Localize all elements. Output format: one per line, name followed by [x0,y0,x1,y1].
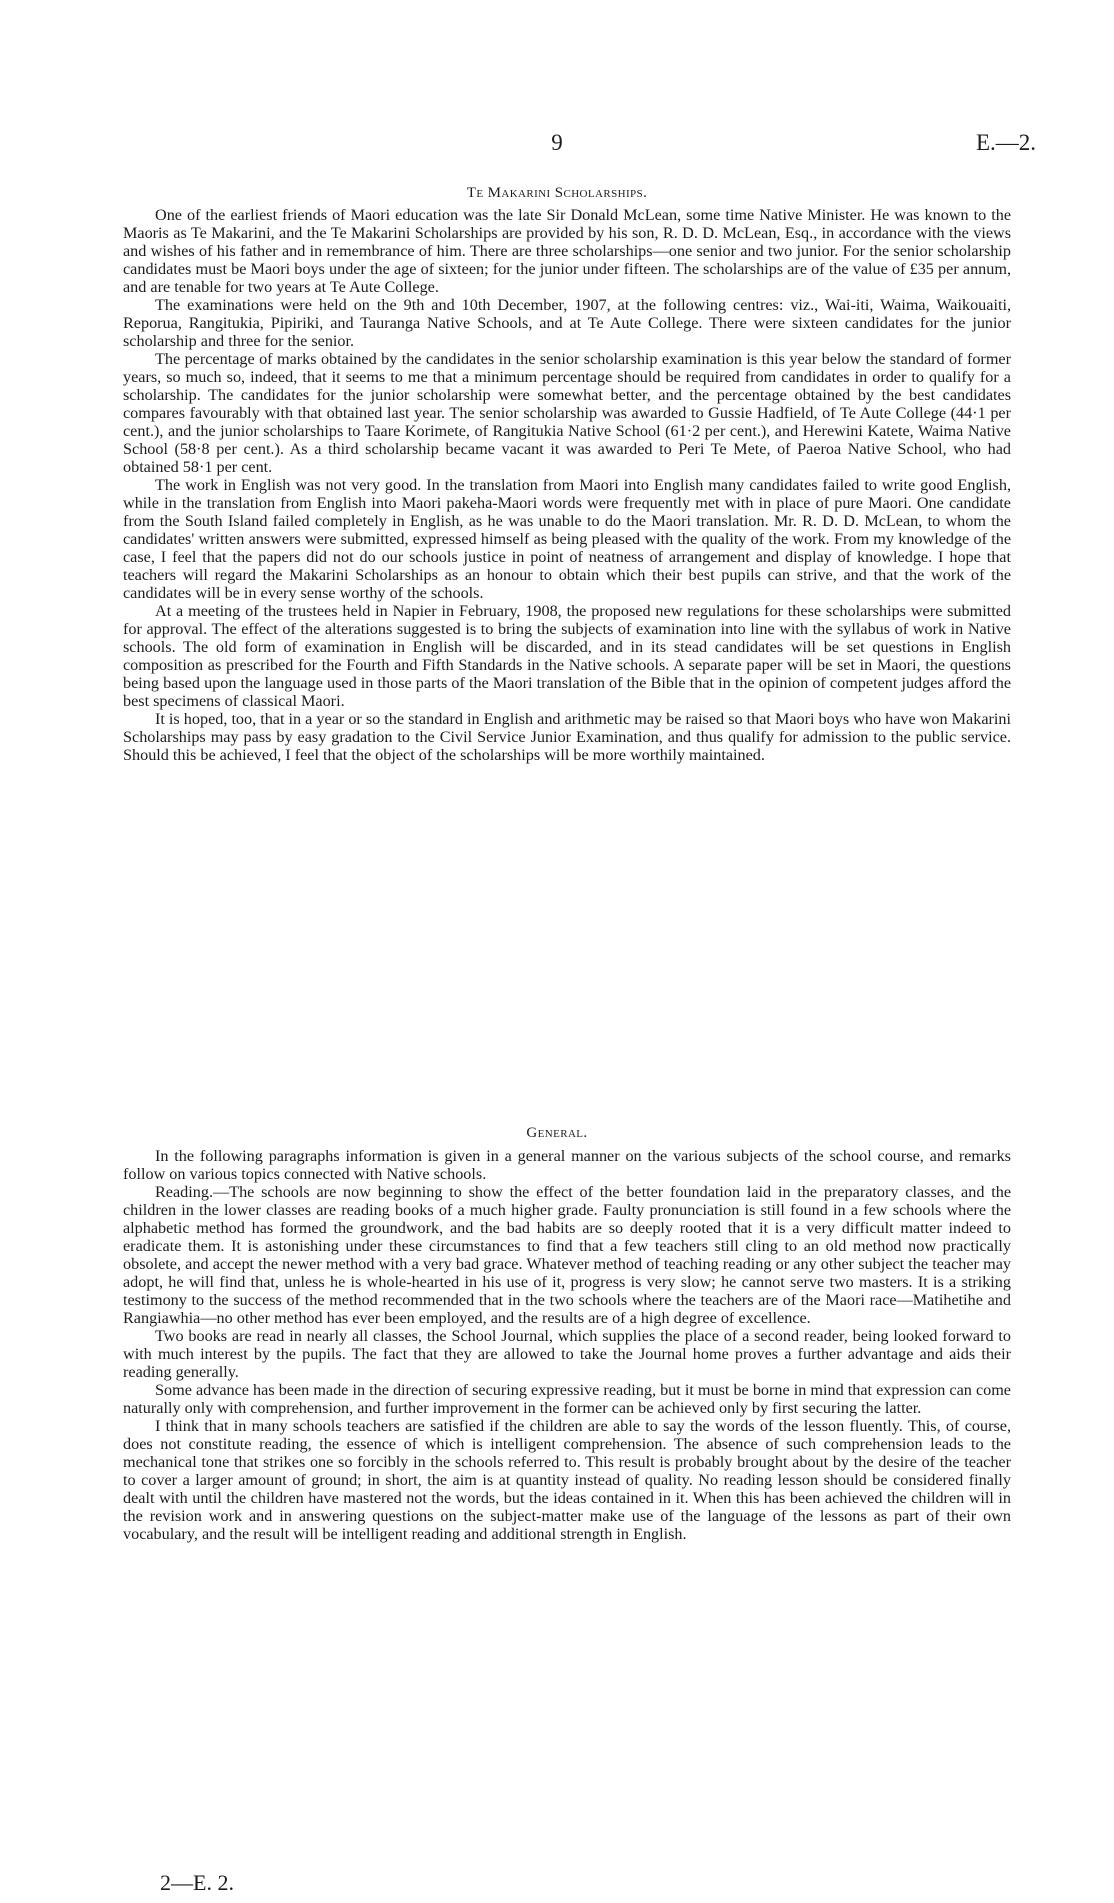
paragraph: The percentage of marks obtained by the candidates in the senior scholarship examination is this year below the standard of former years, so much so, indeed, that it seems to me that a minimum percentage should be required from candidates in order to qualify for a scholarship. The candidates for the junior scholarship were somewhat better, and the percentage obtained by the best candidates compares favourably with that obtained last year. The senior scholarship was awarded to Gussie Hadfield, of Te Aute College (44·1 per cent.), and the junior scholarships to Taare Korimete, of Rangitukia Native School (61·2 per cent.), and Herewini Katete, Waima Native School (58·8 per cent.). As a third scholarship became vacant it was awarded to Peri Te Mete, of Paeroa Native School, who had obtained 58·1 per cent. [123,350,1011,476]
paragraph: I think that in many schools teachers are satisfied if the children are able to say the words of the lesson fluently. This, of course, does not constitute reading, the essence of which is intelligent comprehension. The absence of such comprehension leads to the mechanical tone that strikes one so forcibly in the schools referred to. This result is probably brought about by the desire of the teacher to cover a larger amount of ground; in short, the aim is at quantity instead of quality. No reading lesson should be considered finally dealt with until the children have mastered not the words, but the ideas contained in it. When this has been achieved the children will in the revision work and in answering questions on the subject-matter make use of the language of the lessons as part of their own vocabulary, and the result will be intelligent reading and additional strength in English. [123,1417,1011,1543]
section-body-makarini [123,206,1011,764]
paragraph: The examinations were held on the 9th and 10th December, 1907, at the following centres: viz., Wai-iti, Waima, Waikouaiti, Reporua, Rangitukia, Pipiriki, and Tauranga Native Schools, and at Te Aute College. There were sixteen candidates for the junior scholarship and three for the senior. [123,296,1011,350]
page-number: 9 [551,130,563,155]
paragraph: It is hoped, too, that in a year or so the standard in English and arithmetic may be raised so that Maori boys who have won Makarini Scholarships may pass by easy gradation to the Civil Service Junior Examination, and thus qualify for admission to the public service. Should this be achieved, I feel that the object of the scholarships will be more worthily maintained. [123,710,1011,764]
page-signature: 2—E. 2. [160,1870,234,1895]
paragraph: Some advance has been made in the direction of securing expressive reading, but it must be borne in mind that expression can come naturally only with comprehension, and further improvement in the former can be achieved only by first securing the latter. [123,1381,1011,1417]
paragraph: Reading.—The schools are now beginning to show the effect of the better foundation laid in the preparatory classes, and the children in the lower classes are reading books of a much higher grade. Faulty pronunciation is still found in a few schools where the alphabetic method has formed the groundwork, and the bad habits are so deeply rooted that it is a very difficult matter indeed to eradicate them. It is astonishing under these circumstances to find that a few teachers still cling to an old method now practically obsolete, and accept the newer method with a very bad grace. Whatever method of teaching reading or any other subject the teacher may adopt, he will find that, unless he is whole-hearted in his use of it, progress is very slow; he cannot serve two masters. It is a striking testimony to the success of the method recommended that in the two schools where the teachers are of the Maori race—Matihetihe and Rangiawhia—no other method has ever been employed, and the results are of a high degree of excellence. [123,1183,1011,1327]
paragraph: One of the earliest friends of Maori education was the late Sir Donald McLean, some time Native Minister. He was known to the Maoris as Te Makarini, and the Te Makarini Scholarships are provided by his son, R. D. D. McLean, Esq., in accordance with the views and wishes of his father and in remembrance of him. There are three scholarships—one senior and two junior. For the senior scholarship candidates must be Maori boys under the age of sixteen; for the junior under fifteen. The scholarships are of the value of £35 per annum, and are tenable for two years at Te Aute College. [123,206,1011,296]
paragraph: The work in English was not very good. In the translation from Maori into English many candidates failed to write good English, while in the translation from English into Maori pakeha-Maori words were frequently met with in place of pure Maori. One candidate from the South Island failed completely in English, as he was unable to do the Maori translation. Mr. R. D. D. McLean, to whom the candidates' written answers were submitted, expressed himself as being pleased with the quality of the work. From my knowledge of the case, I feel that the papers did not do our schools justice in point of neatness of arrangement and display of knowledge. I hope that teachers will regard the Makarini Scholarships as an honour to obtain which their best pupils can strive, and that the work of the candidates will be in every sense worthy of the schools. [123,476,1011,602]
document-reference: E.—2. [975,130,1036,155]
paragraph: Two books are read in nearly all classes, the School Journal, which supplies the place of a second reader, being looked forward to with much interest by the pupils. The fact that they are allowed to take the Journal home proves a further advantage and aids their reading generally. [123,1327,1011,1381]
section-body-general [123,1147,1011,1543]
paragraph: At a meeting of the trustees held in Napier in February, 1908, the proposed new regulations for these scholarships were submitted for approval. The effect of the alterations suggested is to bring the subjects of examination into line with the syllabus of work in Native schools. The old form of examination in English will be discarded, and in its stead candidates will be set questions in English composition as prescribed for the Fourth and Fifth Standards in the Native schools. A separate paper will be set in Maori, the questions being based upon the language used in those parts of the Maori translation of the Bible that in the opinion of competent judges afford the best specimens of classical Maori. [123,602,1011,710]
paragraph: In the following paragraphs information is given in a general manner on the various subjects of the school course, and remarks follow on various topics connected with Native schools. [123,1147,1011,1183]
section-heading-makarini: Te Makarini Scholarships. [466,185,648,201]
section-heading-general: General. [526,1125,588,1141]
